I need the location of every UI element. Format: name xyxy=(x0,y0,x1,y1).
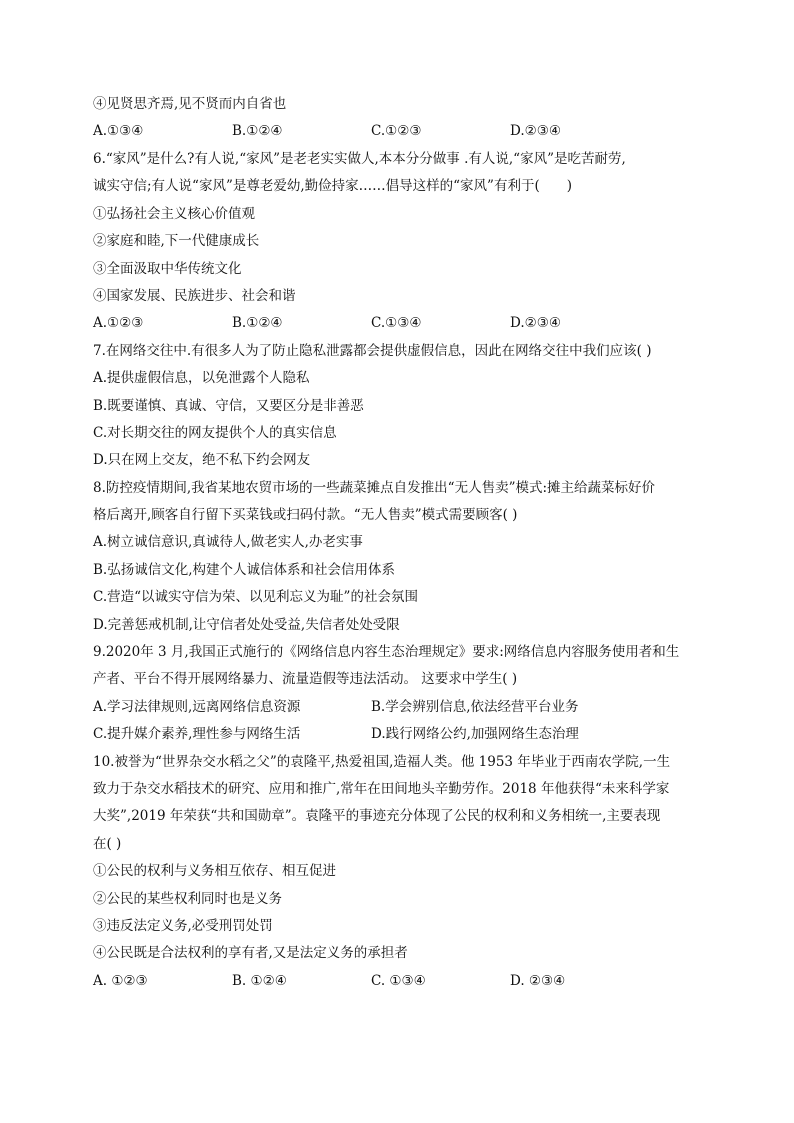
q10-stem-line4: 在( ) xyxy=(93,836,122,852)
q10-option-a[interactable]: A. ①②③ xyxy=(93,973,148,989)
q6-statement-4: ④国家发展、民族进步、社会和谐 xyxy=(93,288,296,304)
q6-statement-1: ①弘扬社会主义核心价值观 xyxy=(93,206,255,222)
q8-option-b[interactable]: B.弘扬诚信文化,构建个人诚信体系和社会信用体系 xyxy=(93,562,396,578)
q10-statement-2: ②公民的某些权利同时也是义务 xyxy=(93,891,282,907)
q9-options-row2 xyxy=(93,724,713,744)
q10-stem-line1: 10.被誉为“世界杂交水稻之父”的袁隆平,热爱祖国,造福人类。他 1953 年毕业于西南农学院,一生 xyxy=(93,754,671,770)
q6-options xyxy=(93,313,713,333)
q6-option-b[interactable]: B.①②④ xyxy=(232,315,283,331)
q8-stem-line1: 8.防控疫情期间,我省某地农贸市场的一些蔬菜摊点自发推出“无人售卖”模式:摊主给蔬菜标好价 xyxy=(93,480,656,496)
q6-option-c[interactable]: C.①③④ xyxy=(371,315,422,331)
q7-option-c[interactable]: C.对长期交往的网友提供个人的真实信息 xyxy=(93,425,337,441)
q10-option-c[interactable]: C. ①③④ xyxy=(371,973,426,989)
q6-stem-line2: 诚实守信;有人说“家风”是尊老爱幼,勤俭持家……倡导这样的“家风”有利于( ) xyxy=(93,178,572,194)
q7-option-d[interactable]: D.只在网上交友，绝不私下约会网友 xyxy=(93,452,311,468)
q8-stem-line2: 格后离开,顾客自行留下买菜钱或扫码付款。“无人售卖”模式需要顾客( ) xyxy=(93,507,518,523)
q5-option-d[interactable]: D.②③④ xyxy=(510,123,561,139)
q10-statement-4: ④公民既是合法权利的享有者,又是法定义务的承担者 xyxy=(93,945,408,961)
q6-statement-2: ②家庭和睦,下一代健康成长 xyxy=(93,233,260,249)
q8-option-a[interactable]: A.树立诚信意识,真诚待人,做老实人,办老实事 xyxy=(93,534,363,550)
q10-option-b[interactable]: B. ①②④ xyxy=(232,973,287,989)
q8-option-d[interactable]: D.完善惩戒机制,让守信者处处受益,失信者处处受限 xyxy=(93,617,400,633)
q9-options-row1 xyxy=(93,697,713,717)
q7-option-a[interactable]: A.提供虚假信息，以免泄露个人隐私 xyxy=(93,370,310,386)
q9-option-a[interactable]: A.学习法律规则,远离网络信息资源 xyxy=(93,699,301,715)
q7-stem: 7.在网络交往中.有很多人为了防止隐私泄露都会提供虚假信息，因此在网络交往中我们应该( ) xyxy=(93,343,652,359)
q10-statement-1: ①公民的权利与义务相互依存、相互促进 xyxy=(93,863,336,879)
statement-4: ④见贤思齐焉,见不贤而内自省也 xyxy=(93,96,287,112)
q10-statement-3: ③违反法定义务,必受刑罚处罚 xyxy=(93,918,273,934)
q9-option-b[interactable]: B.学会辨别信息,依法经营平台业务 xyxy=(371,699,579,715)
q5-option-c[interactable]: C.①②③ xyxy=(371,123,422,139)
q9-option-d[interactable]: D.践行网络公约,加强网络生态治理 xyxy=(371,726,579,742)
q6-option-a[interactable]: A.①②③ xyxy=(93,315,144,331)
q9-option-c[interactable]: C.提升媒介素养,理性参与网络生活 xyxy=(93,726,301,742)
q5-option-a[interactable]: A.①③④ xyxy=(93,123,144,139)
q5-option-b[interactable]: B.①②④ xyxy=(232,123,283,139)
q10-stem-line2: 致力于杂交水稻技术的研究、应用和推广,常年在田间地头辛勤劳作。2018 年他获得“未来科学家 xyxy=(93,781,670,797)
q10-options xyxy=(93,971,713,991)
q10-stem-line3: 大奖”,2019 年荣获“共和国勋章”。袁隆平的事迹充分体现了公民的权利和义务相统一,主要表现 xyxy=(93,808,661,824)
q6-option-d[interactable]: D.②③④ xyxy=(510,315,561,331)
q5-options xyxy=(93,121,713,141)
q9-stem-line1: 9.2020年 3 月,我国正式施行的《网络信息内容生态治理规定》要求:网络信息内容服务使用者和生 xyxy=(93,644,680,660)
q6-statement-3: ③全面汲取中华传统文化 xyxy=(93,261,242,277)
q7-option-b[interactable]: B.既要谨慎、真诚、守信，又要区分是非善恶 xyxy=(93,398,364,414)
q8-option-c[interactable]: C.营造“以诚实守信为荣、以见利忘义为耻”的社会氛围 xyxy=(93,589,418,605)
q9-stem-line2: 产者、平台不得开展网络暴力、流量造假等违法活动。 这要求中学生( ) xyxy=(93,671,518,687)
q10-option-d[interactable]: D. ②③④ xyxy=(510,973,566,989)
q6-stem-line1: 6.“家风”是什么?有人说,“家风”是老老实实做人,本本分分做事 .有人说,“家风”是吃苦耐劳, xyxy=(93,151,626,167)
